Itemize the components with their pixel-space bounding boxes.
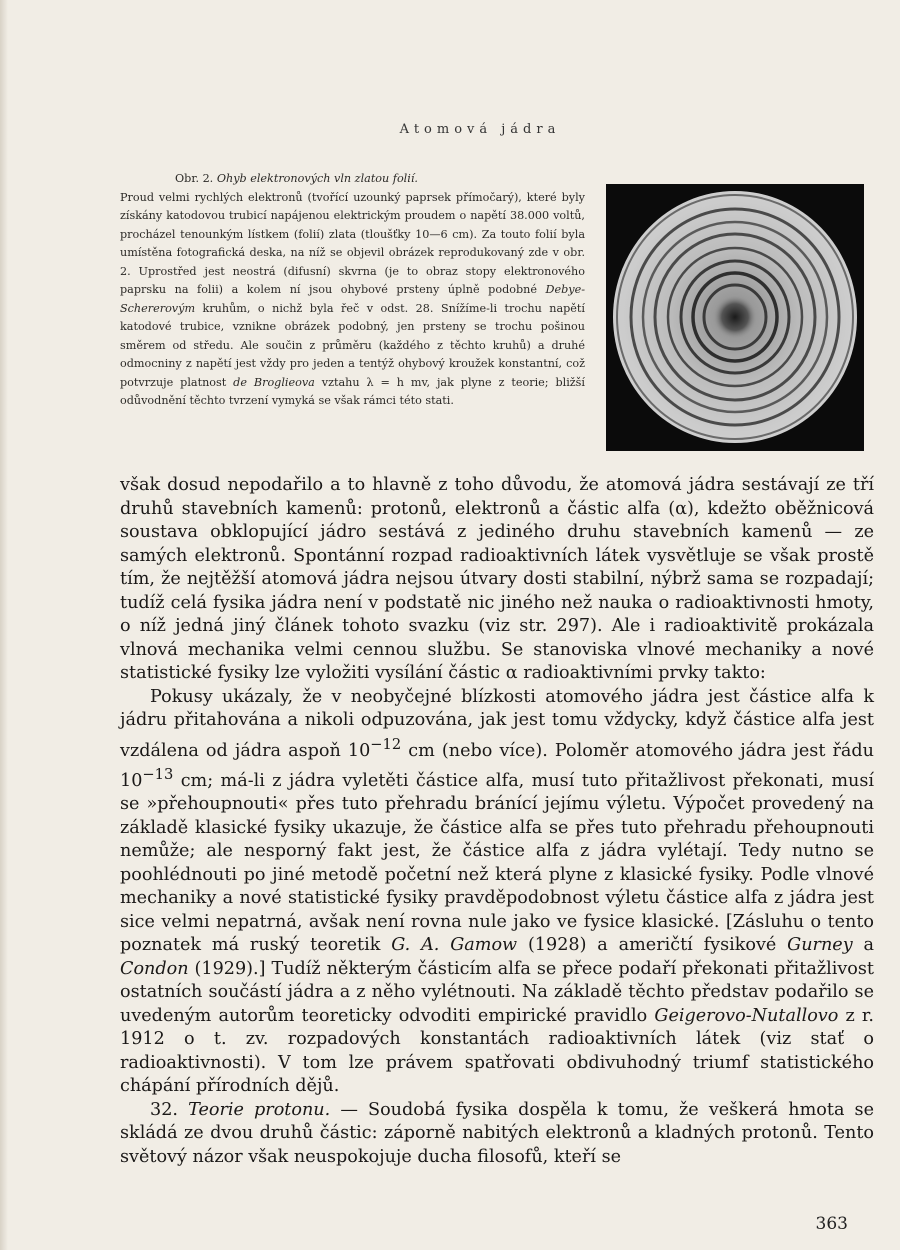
para2-text-a: Pokusy ukázaly, že v neobyčejné blízkosti atomového jádra jest částice alfa k jádru přitahována a nikoli odpuzována, jak jest tomu vždycky, když částice alfa jest vzdálena od jádra aspoň 10 bbox=[120, 686, 874, 761]
paragraph-continuation: však dosud nepodařilo a to hlavně z toho důvodu, že atomová jádra sestávají ze tří druhů stavebních kamenů: protonů, elektronů a částic alfa (α), kdežto oběžnicová soustava obklopující jádro sestává z jediného druhu stavebních kamenů — ze samých elektronů. Spontánní rozpad radioaktivních látek vysvětluje se však prostě tím, že nejtěžší atomová jádra nejsou útvary dosti stabilní, nýbrž sama se rozpadají; tudíž celá fysika jádra není v podstatě nic jiného než nauka o radioaktivnosti hmoty, o níž jedná jiný článek tohoto svazku (viz str. 297). Ale i radioaktivitě prokázala vlnová mechanika velmi cennou službu. Se stanoviska vlnové mechaniky a nové statistické fysiky lze vyložiti vysílání částic α radioaktivními prvky takto: bbox=[120, 475, 874, 683]
para2-text-d: (1928) a američtí fysikové bbox=[517, 935, 788, 956]
caption-title: Ohyb elektronových vln zlatou folií. bbox=[216, 172, 418, 185]
exponent-13: −13 bbox=[142, 765, 174, 783]
caption-label: Obr. 2. bbox=[175, 172, 214, 185]
caption-text-1: Proud velmi rychlých elektronů (tvořící uzounký paprsek přímočarý), které byly získány katodovou trubicí napájenou elektrickým proudem o napětí 38.000 voltů, procházel tenounkým lístkem (folií) zlata (tloušťky 10—6 cm). Za touto folií byla umístěna fotografická deska, na níž se objevil obrázek reprodukovaný zde v obr. 2. Uprostřed jest neostrá (difusní) skvrna (je to obraz stopy elektronového paprsku na folii) a kolem ní jsou ohybové prsteny úplně podobné bbox=[120, 190, 585, 296]
running-head: Atomová jádra bbox=[399, 122, 561, 137]
caption-name-debye: Debye-Schererovým bbox=[120, 283, 585, 315]
page-number: 363 bbox=[815, 1214, 848, 1234]
name-gurney: Gurney bbox=[787, 935, 853, 956]
para2-text-g: z r. 1912 o t. zv. rozpadových konstantách radioaktivních látek (viz stať o radioaktivnosti). V tom lze právem spatřovati obdivuhodný triumf statistického chápání přírodních dějů. bbox=[120, 1005, 875, 1097]
caption-text-2: kruhům, o nichž byla řeč v odst. 28. Snížíme-li trochu napětí katodové trubice, vznikne obrázek podobný, jen prsteny se trochu pošinou směrem od středu. Ale součin z průměru (každého z těchto kruhů) a druhé odmocniny z napětí jest vždy pro jeden a tentýž ohybový kroužek konstantní, což potvrzuje platnost bbox=[120, 301, 585, 389]
diffraction-rings-image bbox=[606, 184, 864, 451]
para2-text-f: (1929).] Tudíž některým částicím alfa se přece podaří překonati přitažlivost ostatních součástí jádra a z něho vylétnouti. Na základě těchto představ podařilo se uvedeným autorům teoreticky odvoditi empirické pravidlo bbox=[120, 958, 874, 1026]
para2-text-b: cm (nebo více). Poloměr atomového jádra jest řádu 10 bbox=[120, 740, 874, 791]
name-gamow: G. A. Gamow bbox=[391, 935, 518, 956]
exponent-12: −12 bbox=[370, 735, 402, 753]
diffraction-photograph bbox=[606, 184, 864, 451]
para3-text: — Soudobá fysika dospěla k tomu, že veškerá hmota se skládá ze dvou druhů částic: záporně nabitých elektronů a kladných protonů. Tento světový názor však neuspokojuje ducha filosofů, kteří se bbox=[120, 1099, 874, 1167]
caption-name-broglie: de Broglieova bbox=[233, 375, 315, 389]
paragraph-alpha-decay bbox=[120, 686, 874, 1099]
main-text bbox=[120, 474, 874, 1169]
caption-title-line bbox=[120, 170, 585, 189]
name-condon: Condon bbox=[120, 958, 189, 979]
para2-text-e: a bbox=[852, 935, 874, 956]
section-title-proton: Teorie protonu. bbox=[188, 1099, 331, 1120]
figure-caption bbox=[120, 170, 585, 411]
page-gutter-shadow bbox=[0, 0, 8, 1250]
para3-number: 32. bbox=[150, 1099, 189, 1120]
para2-text-c: cm; má-li z jádra vyletěti částice alfa, musí tuto přitažlivost překonati, musí se »přehoupnouti« přes tuto přehradu bránící jejímu výletu. Výpočet provedený na základě klasické fysiky ukazuje, že částice alfa se přes tuto přehradu přehoupnouti nemůže; ale nesporný fakt jest, že částice alfa z jádra vylétají. Tedy nutno se poohlédnouti po jiné metodě početní než která plyne z klasické fysiky. Podle vlnové mechaniky a nové statistické fysiky pravděpodobnost výletu částice alfa z jádra jest sice velmi nepatrná, avšak není rovna nule jako ve fysice klasické. [Zásluhu o tento poznatek má ruský teoretik bbox=[120, 770, 874, 956]
paragraph-proton-theory bbox=[120, 1099, 874, 1170]
caption-text-3: vztahu λ = h mv, jak plyne z teorie; bližší odůvodnění těchto tvrzení vymyká se však rámci této stati. bbox=[120, 375, 586, 407]
name-geiger-nuttall-rule: Geigerovo-Nutallovo bbox=[654, 1005, 839, 1026]
